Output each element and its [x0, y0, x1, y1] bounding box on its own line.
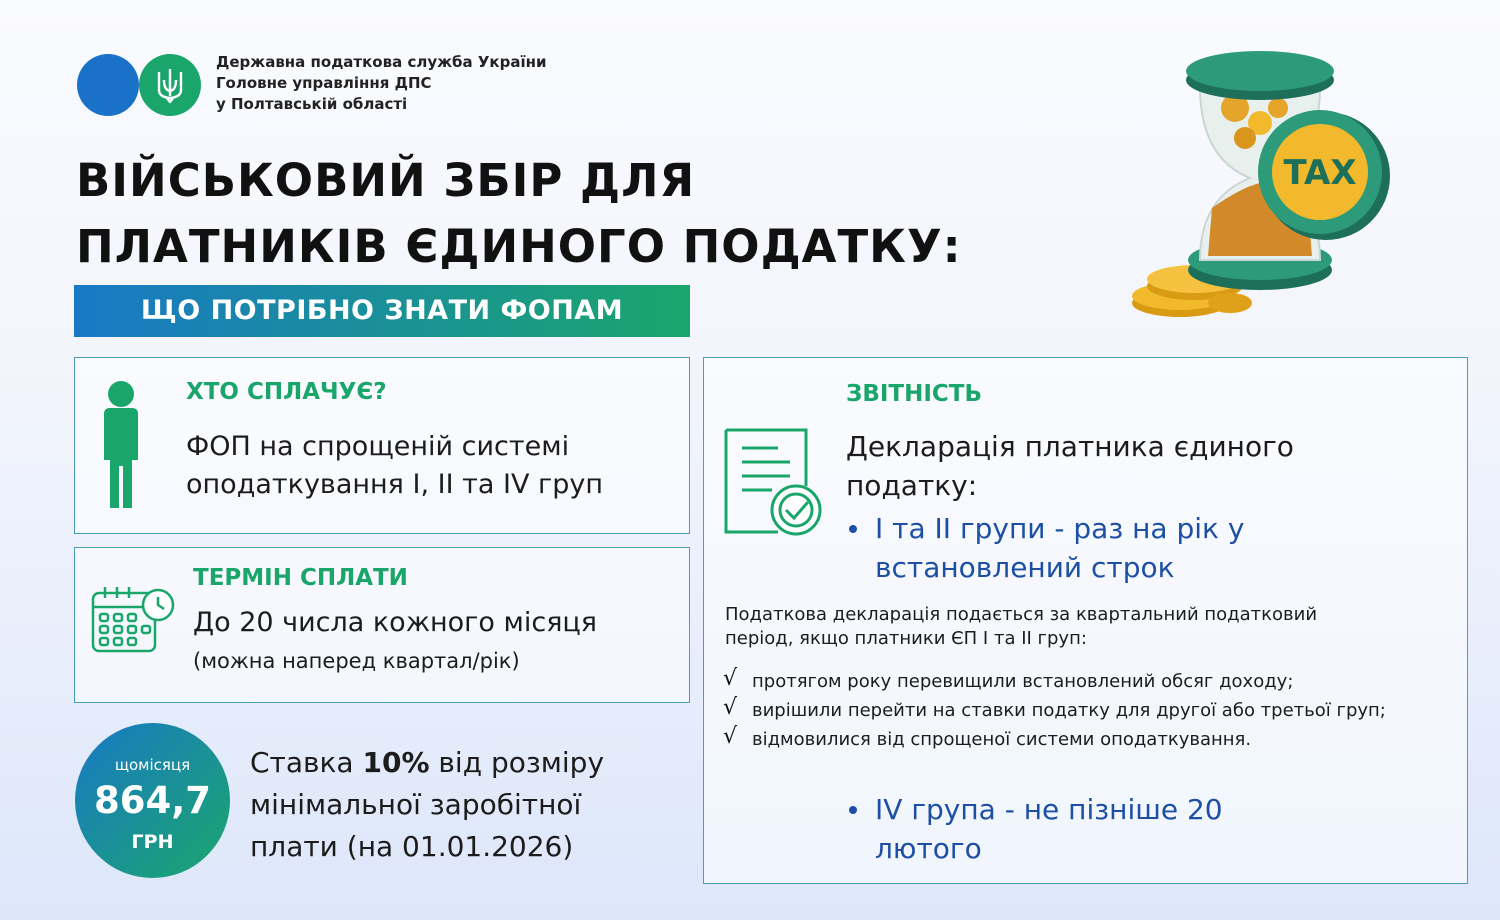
group-4-line-2: лютого — [875, 832, 982, 865]
rate-suffix: від розміру — [429, 746, 605, 779]
amount-period-label: щомісяця — [114, 756, 191, 774]
org-line-1: Державна податкова служба України — [216, 53, 547, 71]
page-title — [76, 148, 962, 280]
declaration-line-2: податку: — [846, 469, 978, 502]
rate-line-3: плати (на 01.01.2026) — [250, 830, 574, 863]
hourglass-tax-illustration — [1120, 38, 1390, 328]
condition-text: протягом року перевищили встановлений обсяг доходу; — [752, 671, 1294, 692]
logo-blue-circle — [77, 54, 139, 116]
title-line-1: ВІЙСЬКОВИЙ ЗБІР ДЛЯ — [76, 154, 696, 207]
bullet-dot — [849, 806, 857, 814]
bullet-dot — [849, 525, 857, 533]
groups-1-2-line-2: встановлений строк — [875, 551, 1175, 584]
condition-text: вирішили перейти на ставки податку для другої або третьої груп; — [752, 700, 1386, 721]
checkmark-icon: √ — [723, 724, 738, 749]
payment-term-line-2: (можна наперед квартал/рік) — [193, 649, 520, 673]
who-pays-heading: ХТО СПЛАЧУЄ? — [186, 379, 387, 405]
title-line-2: ПЛАТНИКІВ ЄДИНОГО ПОДАТКУ: — [76, 220, 962, 273]
subtitle-banner: ЩО ПОТРІБНО ЗНАТИ ФОПАМ — [74, 285, 690, 337]
rate-description — [250, 742, 604, 868]
who-pays-line-1: ФОП на спрощеній системі — [186, 431, 570, 462]
checkmark-icon: √ — [723, 666, 738, 691]
payment-term-line-1: До 20 числа кожного місяця — [193, 607, 598, 638]
org-line-3: у Полтавській області — [216, 95, 408, 113]
rate-percent: 10% — [362, 746, 430, 779]
tax-coin-label: TAX — [1283, 153, 1357, 193]
monthly-amount-badge — [75, 723, 230, 878]
reporting-heading: ЗВІТНІСТЬ — [846, 381, 983, 407]
trident-icon — [155, 66, 185, 104]
organization-name — [216, 52, 546, 115]
group-4-line-1: IV група - не пізніше 20 — [875, 793, 1223, 826]
condition-text: відмовилися від спрощеної системи оподаткування. — [752, 729, 1252, 750]
org-line-2: Головне управління ДПС — [216, 74, 432, 92]
amount-unit: ГРН — [131, 831, 174, 853]
logo-green-circle — [139, 54, 201, 116]
quarterly-note-line-2: період, якщо платники ЄП І та ІІ груп: — [725, 628, 1087, 649]
rate-line-2: мінімальної заробітної — [250, 788, 582, 821]
document-check-icon — [722, 428, 826, 538]
groups-1-2-line-1: І та ІІ групи - раз на рік у — [875, 512, 1245, 545]
rate-prefix: Ставка — [250, 746, 363, 779]
person-icon — [100, 380, 142, 510]
rate-line-1 — [250, 742, 604, 784]
payment-term-heading: ТЕРМІН СПЛАТИ — [193, 565, 408, 591]
quarterly-note-line-1: Податкова декларація подається за квартальний податковий — [725, 604, 1318, 625]
calendar-clock-icon — [90, 585, 176, 655]
declaration-line-1: Декларація платника єдиного — [846, 430, 1294, 463]
amount-value: 864,7 — [93, 779, 212, 822]
checkmark-icon: √ — [723, 695, 738, 720]
who-pays-line-2: оподаткування І, ІІ та IV груп — [186, 469, 603, 500]
